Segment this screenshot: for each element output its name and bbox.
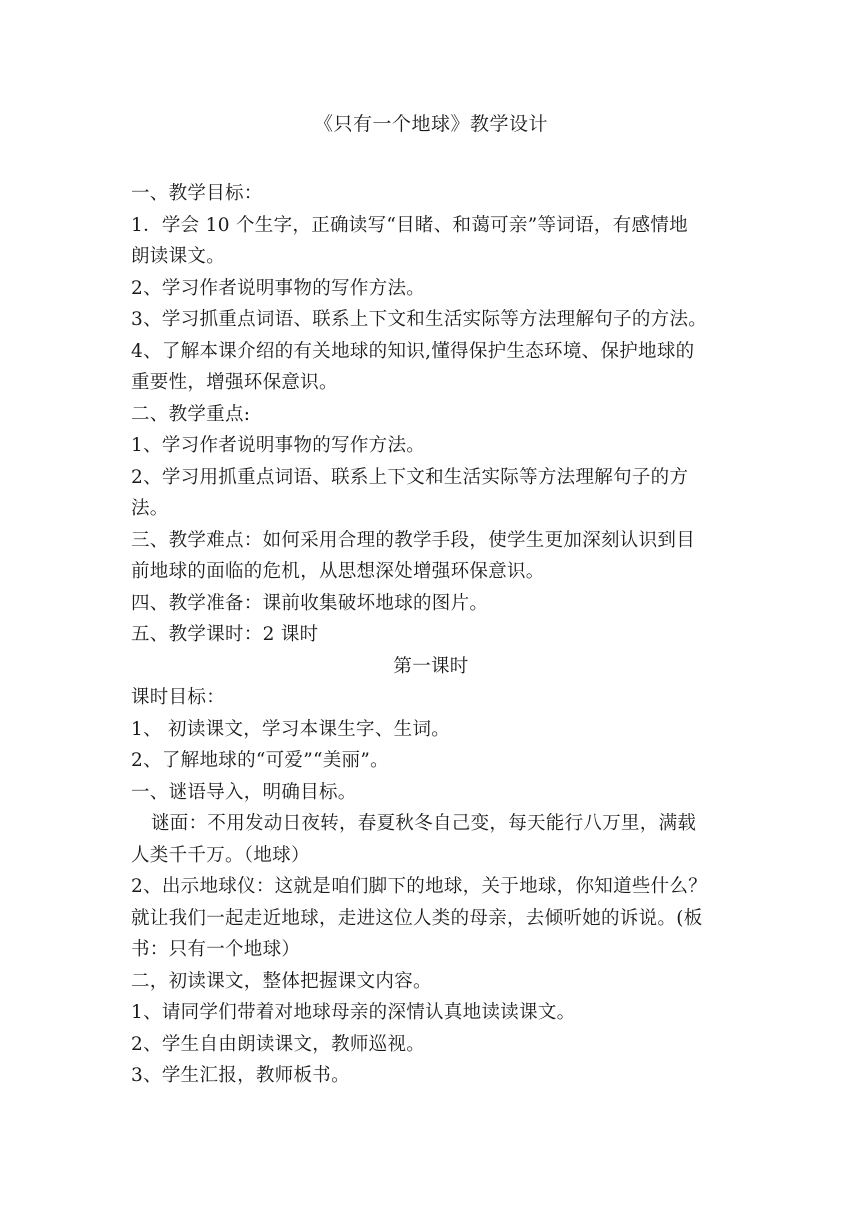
document-title: 《只有一个地球》教学设计	[313, 113, 548, 135]
paragraph-line-riddle: 谜面：不用发动日夜转，春夏秋冬自己变，每天能行八万里，满载	[151, 813, 697, 834]
lesson-heading-first: 第一课时	[393, 655, 469, 677]
paragraph-line: 4、了解本课介绍的有关地球的知识,懂得保护生态环境、保护地球的	[131, 340, 695, 362]
section-heading-class-hours: 五、教学课时：2 课时	[131, 624, 319, 645]
paragraph-line: 1．学会 10 个生字，正确读写“目睹、和蔼可亲”等词语，有感情地	[131, 214, 688, 236]
paragraph-line: 法。	[131, 498, 169, 519]
paragraph-line: 2、学习用抓重点词语、联系上下文和生活实际等方法理解句子的方	[131, 466, 689, 488]
paragraph-line: 2、学习作者说明事物的写作方法。	[131, 277, 426, 299]
paragraph-line: 3、学生汇报，教师板书。	[131, 1065, 350, 1086]
step-heading-first-reading: 二，初读课文，整体把握课文内容。	[131, 970, 432, 992]
paragraph-line: 1、请同学们带着对地球母亲的深情认真地读读课文。	[131, 1002, 576, 1023]
lesson-objectives-heading: 课时目标：	[131, 687, 226, 708]
document-page	[131, 108, 731, 1092]
paragraph-line: 人类千千万。（地球）	[131, 844, 310, 866]
paragraph-line: 就让我们一起走近地球，走进这位人类的母亲，去倾听她的诉说。(板	[131, 907, 703, 929]
paragraph-line: 2、出示地球仪：这就是咱们脚下的地球，关于地球，你知道些什么？	[131, 876, 708, 897]
paragraph-line: 1、 初读课文，学习本课生字、生词。	[131, 718, 451, 740]
section-heading-preparation: 四、教学准备：课前收集破坏地球的图片。	[131, 592, 489, 614]
section-heading-key-points: 二、教学重点:	[131, 403, 251, 425]
paragraph-line: 重要性，增强环保意识。	[131, 372, 338, 393]
paragraph-line: 2、学生自由朗读课文，教师巡视。	[131, 1033, 426, 1055]
paragraph-line: 书：只有一个地球）	[131, 939, 301, 960]
section-heading-objectives: 一、教学目标：	[131, 183, 263, 204]
section-heading-difficulties: 三、教学难点：如何采用合理的教学手段，使学生更加深刻认识到目	[131, 529, 696, 551]
paragraph-line: 朗读课文。	[131, 246, 226, 267]
paragraph-line: 1、学习作者说明事物的写作方法。	[131, 435, 426, 456]
step-heading-riddle: 一、谜语导入，明确目标。	[131, 781, 357, 803]
paragraph-line: 3、学习抓重点词语、联系上下文和生活实际等方法理解句子的方法。	[131, 309, 708, 330]
paragraph-line: 前地球的面临的危机，从思想深处增强环保意识。	[131, 561, 545, 582]
paragraph-line: 2、了解地球的“可爱”“美丽”。	[131, 750, 389, 771]
